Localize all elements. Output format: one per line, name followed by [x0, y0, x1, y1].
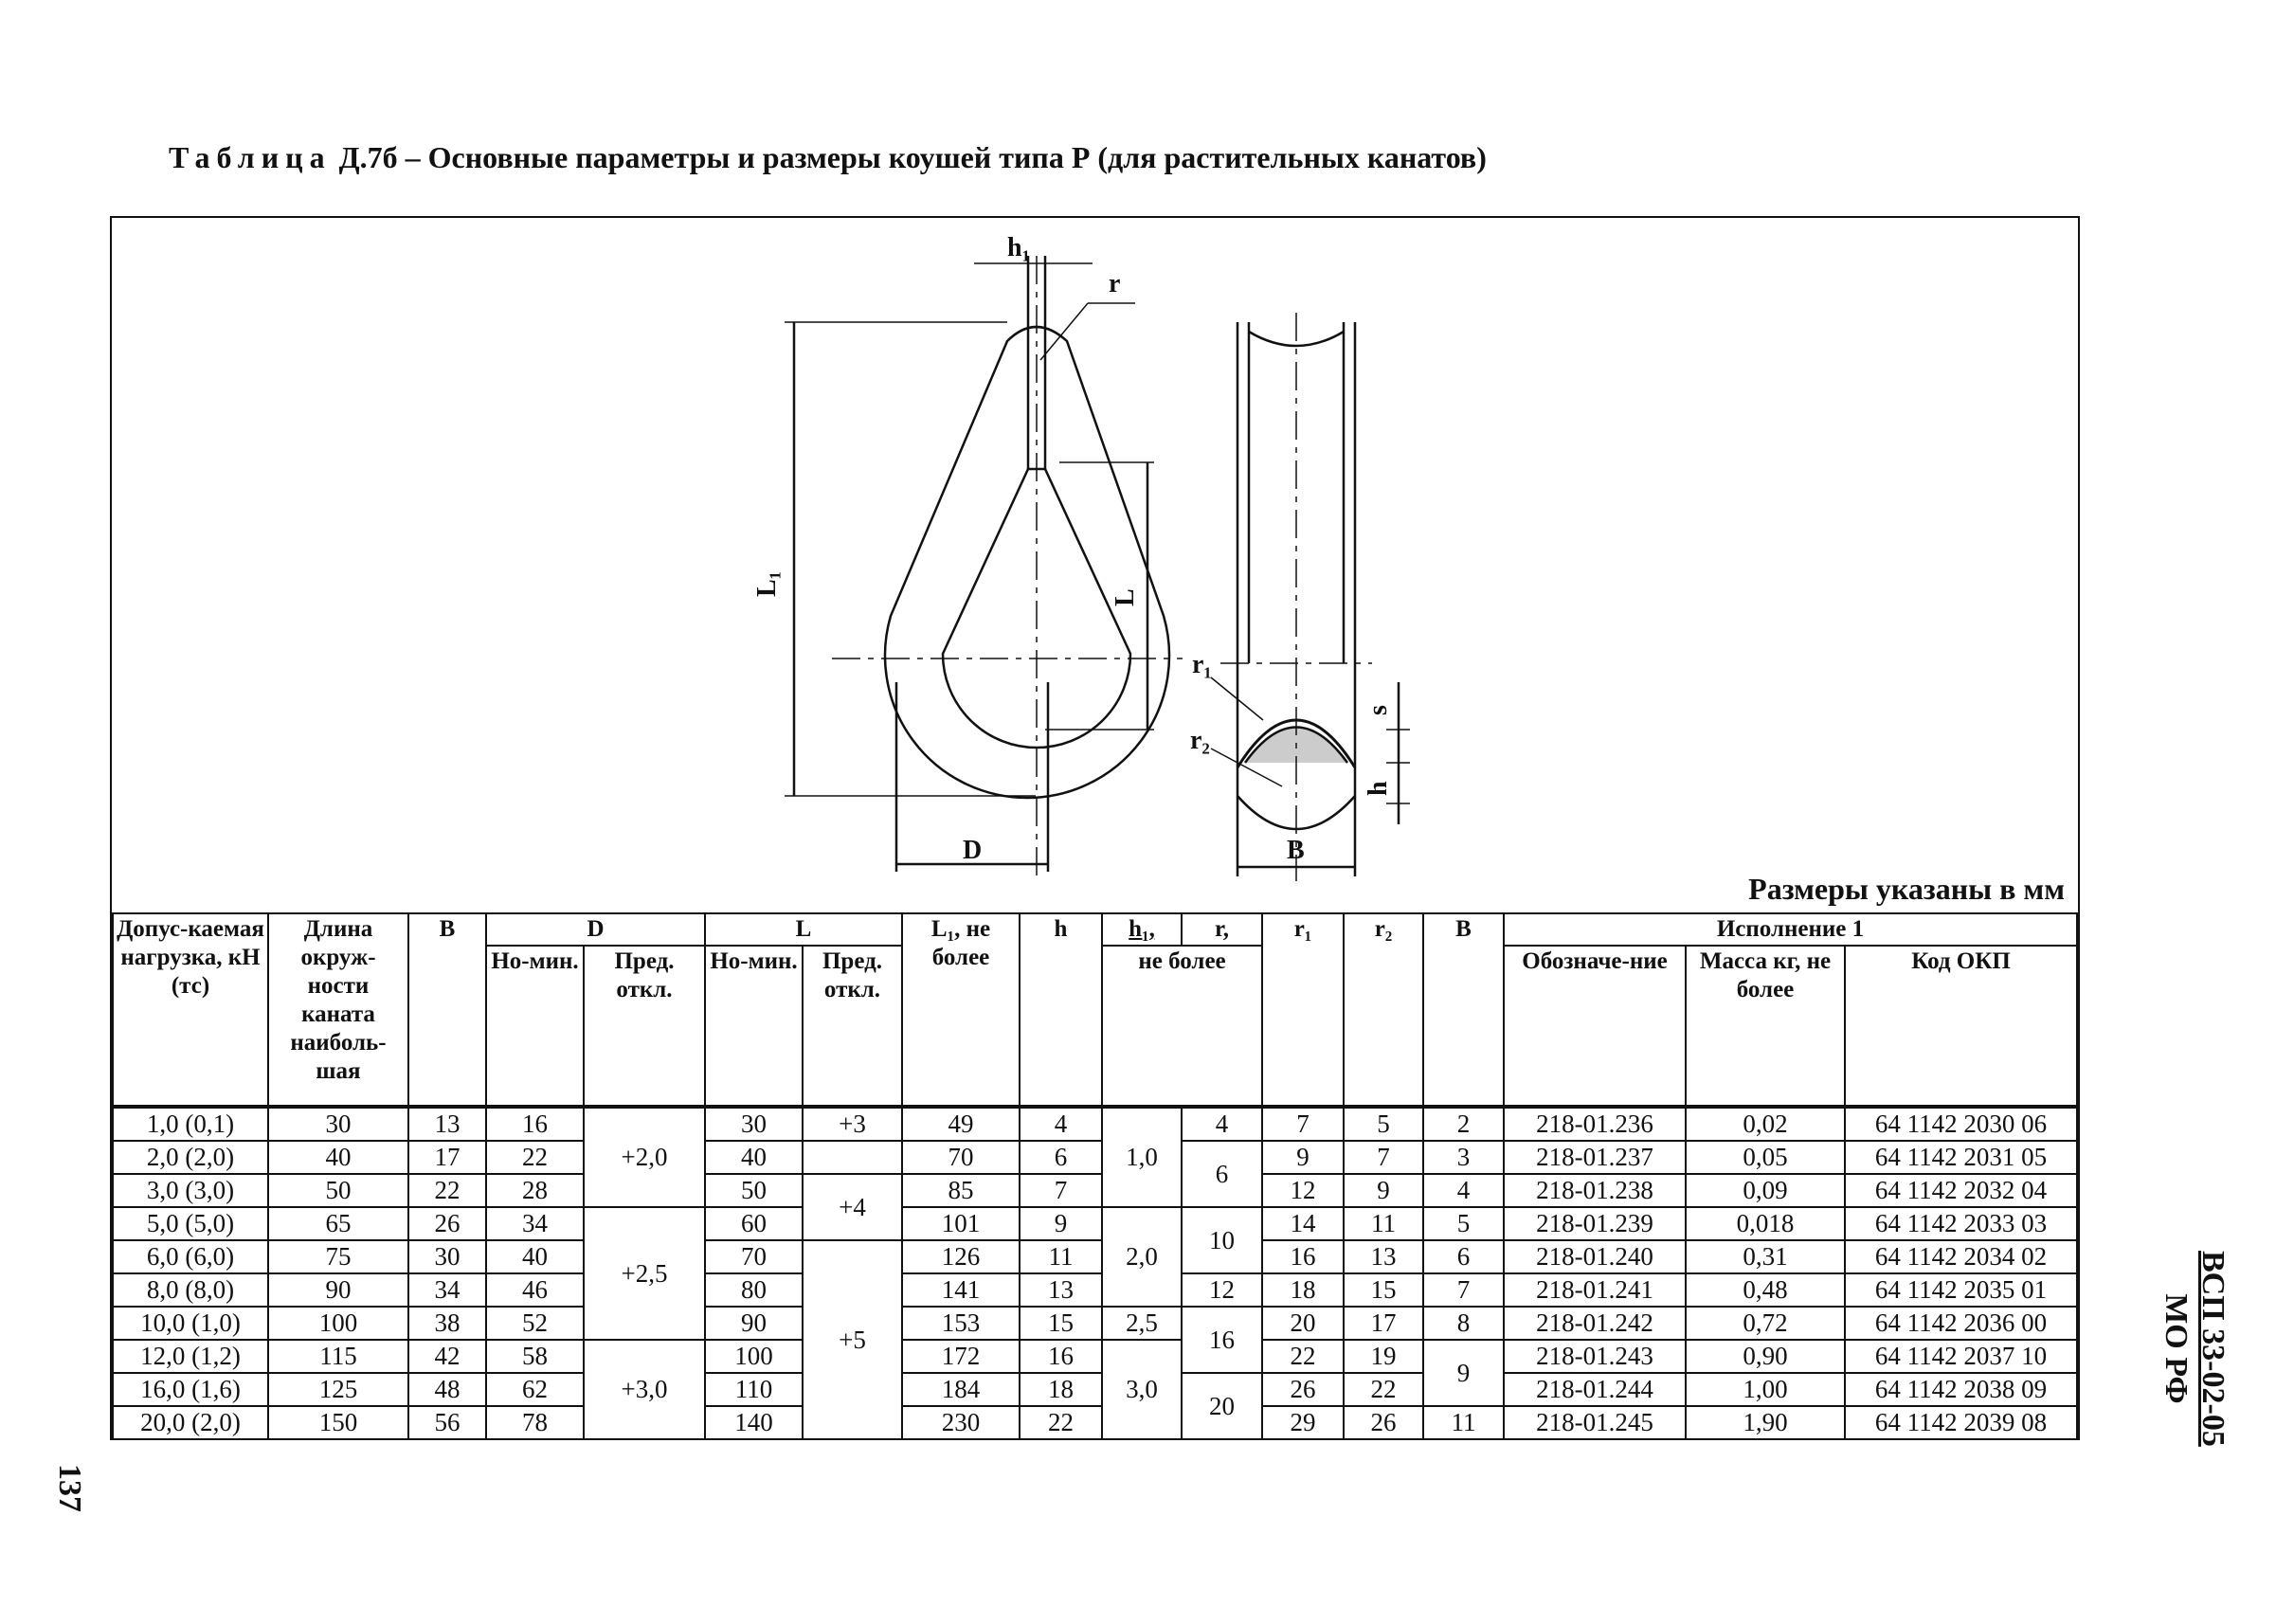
cell-mass: 0,90 [1686, 1340, 1845, 1373]
header-D: D [486, 913, 705, 946]
cell-r1: 12 [1262, 1174, 1344, 1207]
cell-r: 4 [1182, 1107, 1262, 1141]
cell-B: 22 [408, 1174, 486, 1207]
cell-L-dev [803, 1141, 902, 1174]
cell-h: 9 [1020, 1207, 1102, 1240]
cell-okp: 64 1142 2038 09 [1845, 1373, 2077, 1406]
header-h: h [1020, 913, 1102, 1107]
cell-D-dev: +2,5 [584, 1207, 705, 1340]
cell-r: 20 [1182, 1373, 1262, 1439]
label-r1: r₁ [1192, 650, 1212, 679]
cell-code: 218-01.241 [1504, 1273, 1686, 1307]
cell-B: 26 [408, 1207, 486, 1240]
cell-L-dev: +4 [803, 1174, 902, 1240]
header-L-deviation: Пред. откл. [803, 946, 902, 1107]
cell-L: 50 [705, 1174, 803, 1207]
cell-code: 218-01.236 [1504, 1107, 1686, 1141]
cell-code: 218-01.239 [1504, 1207, 1686, 1240]
cell-r2: 17 [1344, 1307, 1423, 1340]
cell-B2: 3 [1423, 1141, 1504, 1174]
cell-okp: 64 1142 2034 02 [1845, 1240, 2077, 1273]
cell-load: 3,0 (3,0) [113, 1174, 268, 1207]
cell-h: 13 [1020, 1273, 1102, 1307]
cell-B2: 6 [1423, 1240, 1504, 1273]
cell-okp: 64 1142 2037 10 [1845, 1340, 2077, 1373]
cell-L1: 85 [902, 1174, 1020, 1207]
cell-mass: 0,05 [1686, 1141, 1845, 1174]
cell-mass: 0,02 [1686, 1107, 1845, 1141]
header-r1: r₁ [1262, 913, 1344, 1107]
label-h: h [1364, 781, 1393, 796]
cell-h: 6 [1020, 1141, 1102, 1174]
label-D: D [963, 836, 983, 865]
cell-load: 16,0 (1,6) [113, 1373, 268, 1406]
cell-circ: 115 [268, 1340, 408, 1373]
page-number: 137 [52, 1464, 87, 1512]
cell-r2: 26 [1344, 1406, 1423, 1439]
cell-r1: 14 [1262, 1207, 1344, 1240]
table-row [113, 1340, 2077, 1373]
table-row [113, 1240, 2077, 1273]
cell-D-dev: +2,0 [584, 1107, 705, 1207]
cell-B: 38 [408, 1307, 486, 1340]
header-r2: r₂ [1344, 913, 1423, 1107]
cell-B2: 11 [1423, 1406, 1504, 1439]
cell-h: 15 [1020, 1307, 1102, 1340]
cell-h: 7 [1020, 1174, 1102, 1207]
label-r: r [1109, 269, 1121, 298]
cell-okp: 64 1142 2035 01 [1845, 1273, 2077, 1307]
table-row [113, 1141, 2077, 1174]
cell-L1: 101 [902, 1207, 1020, 1240]
cell-r: 6 [1182, 1141, 1262, 1207]
cell-h1: 3,0 [1102, 1340, 1182, 1439]
cell-L1: 141 [902, 1273, 1020, 1307]
cell-r2: 22 [1344, 1373, 1423, 1406]
cell-D: 34 [486, 1207, 584, 1240]
cell-L1: 230 [902, 1406, 1020, 1439]
label-L1: L₁ [752, 570, 782, 597]
cell-mass: 0,48 [1686, 1273, 1845, 1307]
header-L1: L₁, не более [902, 913, 1020, 1107]
cell-L: 30 [705, 1107, 803, 1141]
cell-load: 20,0 (2,0) [113, 1406, 268, 1439]
cell-circ: 150 [268, 1406, 408, 1439]
units-note: Размеры указаны в мм [1748, 872, 2065, 906]
cell-mass: 1,00 [1686, 1373, 1845, 1406]
cell-D: 52 [486, 1307, 584, 1340]
table-row [113, 1373, 2077, 1406]
cell-h: 11 [1020, 1240, 1102, 1273]
cell-r2: 15 [1344, 1273, 1423, 1307]
cell-D: 16 [486, 1107, 584, 1141]
header-okp: Код ОКП [1845, 946, 2077, 1107]
cell-D: 40 [486, 1240, 584, 1273]
cell-mass: 1,90 [1686, 1406, 1845, 1439]
cell-code: 218-01.238 [1504, 1174, 1686, 1207]
cell-load: 8,0 (8,0) [113, 1273, 268, 1307]
cell-L1: 172 [902, 1340, 1020, 1373]
cell-L1: 184 [902, 1373, 1020, 1406]
cell-h1: 1,0 [1102, 1107, 1182, 1207]
cell-load: 5,0 (5,0) [113, 1207, 268, 1240]
cell-r1: 22 [1262, 1340, 1344, 1373]
cell-B: 48 [408, 1373, 486, 1406]
cell-B: 34 [408, 1273, 486, 1307]
cell-code: 218-01.237 [1504, 1141, 1686, 1174]
cell-r2: 13 [1344, 1240, 1423, 1273]
cell-okp: 64 1142 2033 03 [1845, 1207, 2077, 1240]
table-frame [110, 216, 2080, 1440]
cell-D: 28 [486, 1174, 584, 1207]
cell-B: 30 [408, 1240, 486, 1273]
cell-okp: 64 1142 2032 04 [1845, 1174, 2077, 1207]
title-text: Д.7б – Основные параметры и размеры коушей типа Р (для растительных канатов) [331, 140, 1487, 174]
cell-load: 1,0 (0,1) [113, 1107, 268, 1141]
side-label-line1: ВСП 33-02-05 [2195, 1251, 2231, 1447]
cell-B2: 2 [1423, 1107, 1504, 1141]
cell-mass: 0,31 [1686, 1240, 1845, 1273]
cell-r: 10 [1182, 1207, 1262, 1273]
cell-r2: 7 [1344, 1141, 1423, 1174]
cell-L1: 49 [902, 1107, 1020, 1141]
cell-mass: 0,09 [1686, 1174, 1845, 1207]
cell-B2: 4 [1423, 1174, 1504, 1207]
cell-r2: 9 [1344, 1174, 1423, 1207]
label-h1: h₁ [1007, 233, 1030, 262]
cell-load: 6,0 (6,0) [113, 1240, 268, 1273]
cell-code: 218-01.244 [1504, 1373, 1686, 1406]
cell-B: 17 [408, 1141, 486, 1174]
cell-D: 22 [486, 1141, 584, 1174]
cell-okp: 64 1142 2030 06 [1845, 1107, 2077, 1141]
cell-circ: 125 [268, 1373, 408, 1406]
cell-load: 10,0 (1,0) [113, 1307, 268, 1340]
cell-r1: 26 [1262, 1373, 1344, 1406]
cell-load: 2,0 (2,0) [113, 1141, 268, 1174]
header-load: Допус-каемая нагрузка, кН (тс) [113, 913, 268, 1107]
cell-D: 58 [486, 1340, 584, 1373]
cell-B: 56 [408, 1406, 486, 1439]
cell-r1: 7 [1262, 1107, 1344, 1141]
cell-B: 13 [408, 1107, 486, 1141]
header-not-more: не более [1102, 946, 1262, 1107]
cell-r1: 9 [1262, 1141, 1344, 1174]
cell-mass: 0,018 [1686, 1207, 1845, 1240]
label-L: L [1111, 588, 1140, 606]
cell-r1: 29 [1262, 1406, 1344, 1439]
header-circumference: Длина окруж-ности каната наиболь-шая [268, 913, 408, 1107]
header-L-nominal: Но-мин. [705, 946, 803, 1107]
header-mass: Масса кг, не более [1686, 946, 1845, 1107]
header-r: r, [1182, 913, 1262, 946]
cell-circ: 100 [268, 1307, 408, 1340]
cell-code: 218-01.242 [1504, 1307, 1686, 1340]
header-h1: h₁, [1102, 913, 1182, 946]
table-row [113, 1207, 2077, 1240]
cell-D: 78 [486, 1406, 584, 1439]
header-D-deviation: Пред. откл. [584, 946, 705, 1107]
cell-circ: 65 [268, 1207, 408, 1240]
cell-okp: 64 1142 2039 08 [1845, 1406, 2077, 1439]
cell-r: 12 [1182, 1273, 1262, 1307]
cell-okp: 64 1142 2031 05 [1845, 1141, 2077, 1174]
cell-r2: 11 [1344, 1207, 1423, 1240]
cell-L1: 153 [902, 1307, 1020, 1340]
header-designation: Обозначе-ние [1504, 946, 1686, 1107]
cell-h: 16 [1020, 1340, 1102, 1373]
label-r2: r₂ [1190, 726, 1210, 755]
label-B: B [1287, 836, 1305, 865]
cell-D: 46 [486, 1273, 584, 1307]
cell-L: 90 [705, 1307, 803, 1340]
cell-circ: 90 [268, 1273, 408, 1307]
cell-circ: 50 [268, 1174, 408, 1207]
cell-L: 110 [705, 1373, 803, 1406]
table-row [113, 1406, 2077, 1439]
cell-code: 218-01.243 [1504, 1340, 1686, 1373]
cell-L: 40 [705, 1141, 803, 1174]
cell-B2: 5 [1423, 1207, 1504, 1240]
cell-B2: 7 [1423, 1273, 1504, 1307]
cell-code: 218-01.240 [1504, 1240, 1686, 1273]
table-row [113, 1174, 2077, 1207]
cell-r2: 5 [1344, 1107, 1423, 1141]
cell-h: 4 [1020, 1107, 1102, 1141]
thimble-drawing [112, 218, 2078, 914]
cell-r1: 20 [1262, 1307, 1344, 1340]
table-row [113, 1107, 2077, 1141]
cell-h: 18 [1020, 1373, 1102, 1406]
cell-h: 22 [1020, 1406, 1102, 1439]
header-execution: Исполнение 1 [1504, 913, 2077, 946]
table-row [113, 1273, 2077, 1307]
cell-D-dev: +3,0 [584, 1340, 705, 1439]
cell-circ: 75 [268, 1240, 408, 1273]
cell-D: 62 [486, 1373, 584, 1406]
cell-circ: 30 [268, 1107, 408, 1141]
cell-L: 140 [705, 1406, 803, 1439]
cell-r2: 19 [1344, 1340, 1423, 1373]
cell-r: 16 [1182, 1307, 1262, 1373]
header-L: L [705, 913, 902, 946]
header-B2: B [1423, 913, 1504, 1107]
title-prefix: Таблица [169, 140, 332, 174]
cell-L: 80 [705, 1273, 803, 1307]
cell-B: 42 [408, 1340, 486, 1373]
side-label-line2: МО РФ [2158, 1293, 2194, 1404]
cell-L: 60 [705, 1207, 803, 1240]
cell-B2: 8 [1423, 1307, 1504, 1340]
cell-circ: 40 [268, 1141, 408, 1174]
label-s: s [1364, 705, 1393, 715]
spec-table [112, 912, 2078, 1440]
cell-L1: 70 [902, 1141, 1020, 1174]
cell-mass: 0,72 [1686, 1307, 1845, 1340]
header-B: B [408, 913, 486, 1107]
header-D-nominal: Но-мин. [486, 946, 584, 1107]
cell-load: 12,0 (1,2) [113, 1340, 268, 1373]
cell-h1: 2,0 [1102, 1207, 1182, 1307]
cell-B2: 9 [1423, 1340, 1504, 1406]
cell-code: 218-01.245 [1504, 1406, 1686, 1439]
cell-r1: 18 [1262, 1273, 1344, 1307]
cell-r1: 16 [1262, 1240, 1344, 1273]
table-row [113, 1307, 2077, 1340]
table-title [169, 140, 1487, 175]
cell-L-dev: +5 [803, 1240, 902, 1439]
cell-okp: 64 1142 2036 00 [1845, 1307, 2077, 1340]
cell-L: 100 [705, 1340, 803, 1373]
cell-L: 70 [705, 1240, 803, 1273]
cell-L1: 126 [902, 1240, 1020, 1273]
cell-L-dev: +3 [803, 1107, 902, 1141]
cell-h1: 2,5 [1102, 1307, 1182, 1340]
